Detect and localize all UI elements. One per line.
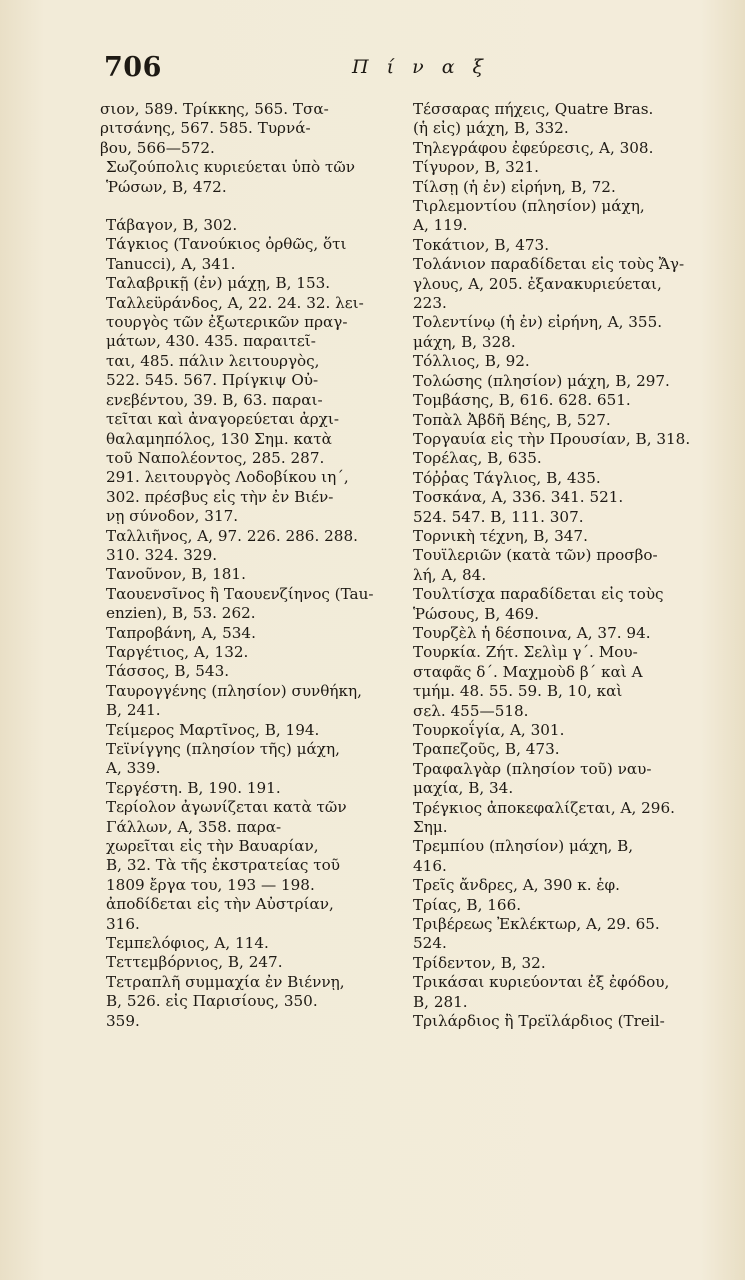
entry-line: Τομβάσης, Β, 616. 628. 651. bbox=[413, 391, 631, 410]
index-entry bbox=[106, 643, 396, 662]
entry-line: Τίλσῃ (ἡ ἐν) εἰρήνη, Β, 72. bbox=[413, 177, 616, 196]
entry-line: Ταλλιῆνος, Α, 97. 226. 286. 288. bbox=[106, 526, 358, 545]
entry-line: Τανοῦνον, Β, 181. bbox=[106, 565, 246, 584]
entry-line: Τουρκία. Ζήτ. Σελὶμ γ΄. Μου- bbox=[413, 643, 638, 662]
entry-line: Τάβαγον, Β, 302. bbox=[106, 216, 238, 235]
entry-line: γλους, Α, 205. ἐξανακυριεύεται, bbox=[413, 274, 662, 293]
entry-line: Τίγυρον, Β, 321. bbox=[413, 158, 539, 177]
index-entry bbox=[413, 313, 705, 352]
entry-line: μαχία, Β, 34. bbox=[413, 779, 514, 798]
index-entry bbox=[413, 411, 705, 430]
entry-line: τουργὸς τῶν ἐξωτερικῶν πραγ- bbox=[106, 313, 348, 332]
index-entry bbox=[106, 565, 396, 584]
page-number: 706 bbox=[104, 52, 162, 83]
index-entry bbox=[106, 216, 396, 235]
entry-line: ται, 485. πάλιν λειτουργὸς, bbox=[106, 351, 320, 370]
entry-line: Ταλλεϋράνδος, Α, 22. 24. 32. λει- bbox=[106, 293, 364, 312]
index-entry bbox=[106, 662, 396, 681]
index-entry bbox=[413, 799, 705, 838]
entry-line: (ἡ εἰς) μάχη, Β, 332. bbox=[413, 119, 569, 138]
entry-line: Τοργαυία εἰς τὴν Προυσίαν, Β, 318. bbox=[413, 429, 691, 448]
index-entry bbox=[413, 585, 705, 624]
entry-line: 524. 547. Β, 111. 307. bbox=[413, 507, 584, 526]
index-entry bbox=[106, 624, 396, 643]
entry-line: Β, 526. εἰς Παρισίους, 350. bbox=[106, 992, 318, 1011]
entry-line: Ῥώσων, Β, 472. bbox=[106, 177, 227, 196]
index-entry bbox=[413, 760, 705, 799]
entry-line: 291. λειτουργὸς Λοδοβίκου ιη΄, bbox=[106, 468, 349, 487]
entry-line: Ταπροβάνη, Α, 534. bbox=[106, 623, 256, 642]
index-entry bbox=[106, 798, 396, 934]
entry-line: Τερίολον ἀγωνίζεται κατὰ τῶν bbox=[106, 798, 347, 817]
index-entry bbox=[106, 740, 396, 779]
entry-line: Ταργέτιος, Α, 132. bbox=[106, 642, 249, 661]
entry-line: Tanucci), Α, 341. bbox=[106, 254, 236, 273]
index-entry bbox=[413, 837, 705, 876]
index-entry bbox=[413, 876, 705, 895]
index-entry bbox=[413, 178, 705, 197]
index-entry bbox=[413, 469, 705, 488]
entry-line: σελ. 455—518. bbox=[413, 701, 529, 720]
entry-line: Β, 241. bbox=[106, 701, 161, 720]
entry-line: Τοσκάνα, Α, 336. 341. 521. bbox=[413, 488, 624, 507]
entry-line: Β, 32. Τὰ τῆς ἐκστρατείας τοῦ bbox=[106, 856, 341, 875]
entry-line: Τρίας, Β, 166. bbox=[413, 895, 522, 914]
entry-line: Τορνικὴ τέχνη, Β, 347. bbox=[413, 526, 588, 545]
entry-line: Τολώσης (πλησίον) μάχη, Β, 297. bbox=[413, 371, 670, 390]
index-entry bbox=[106, 779, 396, 798]
index-entry bbox=[413, 1012, 705, 1031]
entry-line: Τεμπελόφιος, Α, 114. bbox=[106, 934, 269, 953]
entry-line: 223. bbox=[413, 294, 447, 313]
index-column-right bbox=[413, 100, 705, 1032]
index-entry bbox=[413, 896, 705, 915]
entry-line: Γάλλων, Α, 358. παρα- bbox=[106, 817, 282, 836]
index-entry bbox=[413, 391, 705, 410]
entry-line: Τεϊνίγγης (πλησίον τῆς) μάχη, bbox=[106, 740, 340, 758]
index-entry bbox=[106, 294, 396, 527]
index-entry bbox=[413, 546, 705, 585]
entry-line: Τραφαλγὰρ (πλησίον τοῦ) ναυ- bbox=[413, 759, 652, 778]
index-entry bbox=[106, 274, 396, 293]
entry-line: χωρεῖται εἰς τὴν Βαυαρίαν, bbox=[106, 837, 319, 856]
index-entry bbox=[106, 934, 396, 953]
index-entry bbox=[413, 740, 705, 759]
index-entry bbox=[413, 197, 705, 236]
index-entry bbox=[413, 721, 705, 740]
index-entry bbox=[413, 255, 705, 313]
entry-line: Ταυρογγένης (πλησίον) συνθήκη, bbox=[106, 681, 362, 700]
entry-line: Τόῤῥας Τάγλιος, Β, 435. bbox=[413, 468, 601, 487]
entry-line: νῃ σύνοδον, 317. bbox=[106, 507, 239, 526]
entry-line: τοῦ Ναπολέοντος, 285. 287. bbox=[106, 448, 325, 467]
entry-line: Τεττεμβόρνιος, Β, 247. bbox=[106, 953, 283, 972]
entry-line: 302. πρέσβυς εἰς τὴν ἐν Βιέν- bbox=[106, 487, 334, 506]
entry-line: 310. 324. 329. bbox=[106, 545, 218, 564]
entry-line: Τουρζὲλ ἡ δέσποινα, Α, 37. 94. bbox=[413, 623, 651, 642]
entry-line: ἀποδίδεται εἰς τὴν Αὐστρίαν, bbox=[106, 895, 334, 914]
entry-line: Ταλαβρικῇ (ἐν) μάχῃ, Β, 153. bbox=[106, 274, 331, 293]
entry-line: 359. bbox=[106, 1011, 140, 1030]
entry-line: Τουϊλεριῶν (κατὰ τῶν) προσβο- bbox=[413, 546, 658, 565]
entry-line: Τολάνιον παραδίδεται εἰς τοὺς Ἄγ- bbox=[413, 255, 685, 274]
entry-line: 524. bbox=[413, 934, 447, 953]
entry-line: Σωζούπολις κυριεύεται ὑπὸ τῶν bbox=[106, 158, 355, 177]
index-entry bbox=[413, 236, 705, 255]
entry-line: τμήμ. 48. 55. 59. Β, 10, καὶ bbox=[413, 682, 623, 701]
entry-line: σταφᾶς δ΄. Μαχμοὺδ β΄ καὶ Α bbox=[413, 662, 643, 681]
entry-line: σιον, 589. Τρίκκης, 565. Τσα- bbox=[100, 100, 329, 118]
entry-line: Τρέγκιος ἀποκεφαλίζεται, Α, 296. bbox=[413, 798, 675, 817]
index-entry bbox=[413, 372, 705, 391]
entry-line: Τάγκιος (Τανούκιος ὀρθῶς, ὅτι bbox=[106, 235, 347, 254]
index-entry bbox=[413, 449, 705, 468]
entry-line: Τριλάρδιος ἢ Τρεϊλάρδιος (Treil- bbox=[413, 1012, 665, 1031]
index-entry bbox=[413, 158, 705, 177]
entry-line: Τετραπλῆ συμμαχία ἐν Βιέννῃ, bbox=[106, 972, 345, 991]
index-entry bbox=[106, 585, 396, 624]
entry-line: θαλαμηπόλος, 130 Σημ. κατὰ bbox=[106, 429, 332, 448]
index-entry bbox=[413, 973, 705, 1012]
index-entry bbox=[106, 235, 396, 274]
index-entry bbox=[106, 721, 396, 740]
entry-line: 1809 ἔργα του, 193 — 198. bbox=[106, 875, 315, 894]
entry-line: Τρίδεντον, Β, 32. bbox=[413, 953, 546, 972]
entry-line: Τοκάτιον, Β, 473. bbox=[413, 235, 550, 254]
entry-line: Ταουενσῖνος ἢ Ταουενζίηνος (Tau- bbox=[106, 584, 374, 603]
index-entry bbox=[413, 488, 705, 527]
entry-line: βου, 566—572. bbox=[100, 138, 215, 157]
index-entry bbox=[100, 100, 396, 158]
entry-line: 416. bbox=[413, 856, 447, 875]
entry-line: Β, 281. bbox=[413, 992, 468, 1011]
entry-line: Τραπεζοῦς, Β, 473. bbox=[413, 740, 560, 759]
index-entry bbox=[413, 643, 705, 721]
entry-line: μάτων, 430. 435. παραιτεῖ- bbox=[106, 332, 316, 351]
entry-line: enzien), Β, 53. 262. bbox=[106, 604, 256, 623]
entry-line: Σημ. bbox=[413, 818, 448, 837]
entry-line: Τουλτίσχα παραδίδεται εἰς τοὺς bbox=[413, 585, 664, 604]
entry-line: Α, 119. bbox=[413, 216, 468, 235]
index-entry bbox=[413, 624, 705, 643]
entry-line: λή, Α, 84. bbox=[413, 565, 487, 584]
entry-line: 316. bbox=[106, 914, 140, 933]
entry-spacer bbox=[106, 197, 396, 216]
entry-line: Τεργέστη. Β, 190. 191. bbox=[106, 778, 281, 797]
index-entry bbox=[413, 954, 705, 973]
index-entry bbox=[413, 430, 705, 449]
entry-line: Τουρκοΐγία, Α, 301. bbox=[413, 721, 565, 739]
running-title: Π ί ν α ξ bbox=[352, 56, 490, 78]
entry-line: Α, 339. bbox=[106, 759, 161, 778]
entry-line: Τέσσαρας πήχεις, Quatre Bras. bbox=[413, 100, 654, 118]
index-entry bbox=[413, 352, 705, 371]
entry-line: τεῖται καὶ ἀναγορεύεται ἀρχι- bbox=[106, 410, 339, 429]
index-entry bbox=[106, 158, 396, 197]
entry-line: Τόλλιος, Β, 92. bbox=[413, 352, 530, 371]
entry-line: Τρικάσαι κυριεύονται ἐξ ἐφόδου, bbox=[413, 973, 670, 992]
entry-line: ριτσάνης, 567. 585. Τυρνά- bbox=[100, 119, 311, 138]
page-header bbox=[104, 52, 704, 88]
entry-line: Τιρλεμοντίου (πλησίον) μάχη, bbox=[413, 197, 645, 216]
entry-line: Τείμερος Μαρτῖνος, Β, 194. bbox=[106, 720, 320, 739]
entry-line: Τάσσος, Β, 543. bbox=[106, 662, 230, 681]
index-entry bbox=[413, 100, 705, 139]
entry-line: Τριβέρεως Ἐκλέκτωρ, Α, 29. 65. bbox=[413, 915, 660, 934]
entry-line: ενεβέντου, 39. Β, 63. παραι- bbox=[106, 390, 323, 409]
entry-line: μάχη, Β, 328. bbox=[413, 332, 516, 351]
entry-line: Τοπὰλ Ἀβδῆ Βέης, Β, 527. bbox=[413, 410, 611, 429]
entry-line: Τηλεγράφου ἐφεύρεσις, Α, 308. bbox=[413, 138, 654, 157]
entry-line: Ῥώσους, Β, 469. bbox=[413, 604, 539, 623]
index-entry bbox=[106, 973, 396, 1031]
entry-line: 522. 545. 567. Πρίγκιψ Οὐ- bbox=[106, 371, 319, 390]
entry-line: Τολεντίνῳ (ἡ ἐν) εἰρήνη, Α, 355. bbox=[413, 313, 663, 332]
index-entry bbox=[413, 139, 705, 158]
entry-line: Τορέλας, Β, 635. bbox=[413, 449, 542, 468]
index-entry bbox=[413, 915, 705, 954]
index-entry bbox=[106, 527, 396, 566]
index-entry bbox=[413, 527, 705, 546]
index-column-left bbox=[100, 100, 396, 1031]
index-entry bbox=[106, 682, 396, 721]
entry-line: Τρεμπίου (πλησίον) μάχη, Β, bbox=[413, 837, 634, 856]
entry-line: Τρεῖς ἄνδρες, Α, 390 κ. ἑφ. bbox=[413, 876, 621, 895]
index-entry bbox=[106, 953, 396, 972]
